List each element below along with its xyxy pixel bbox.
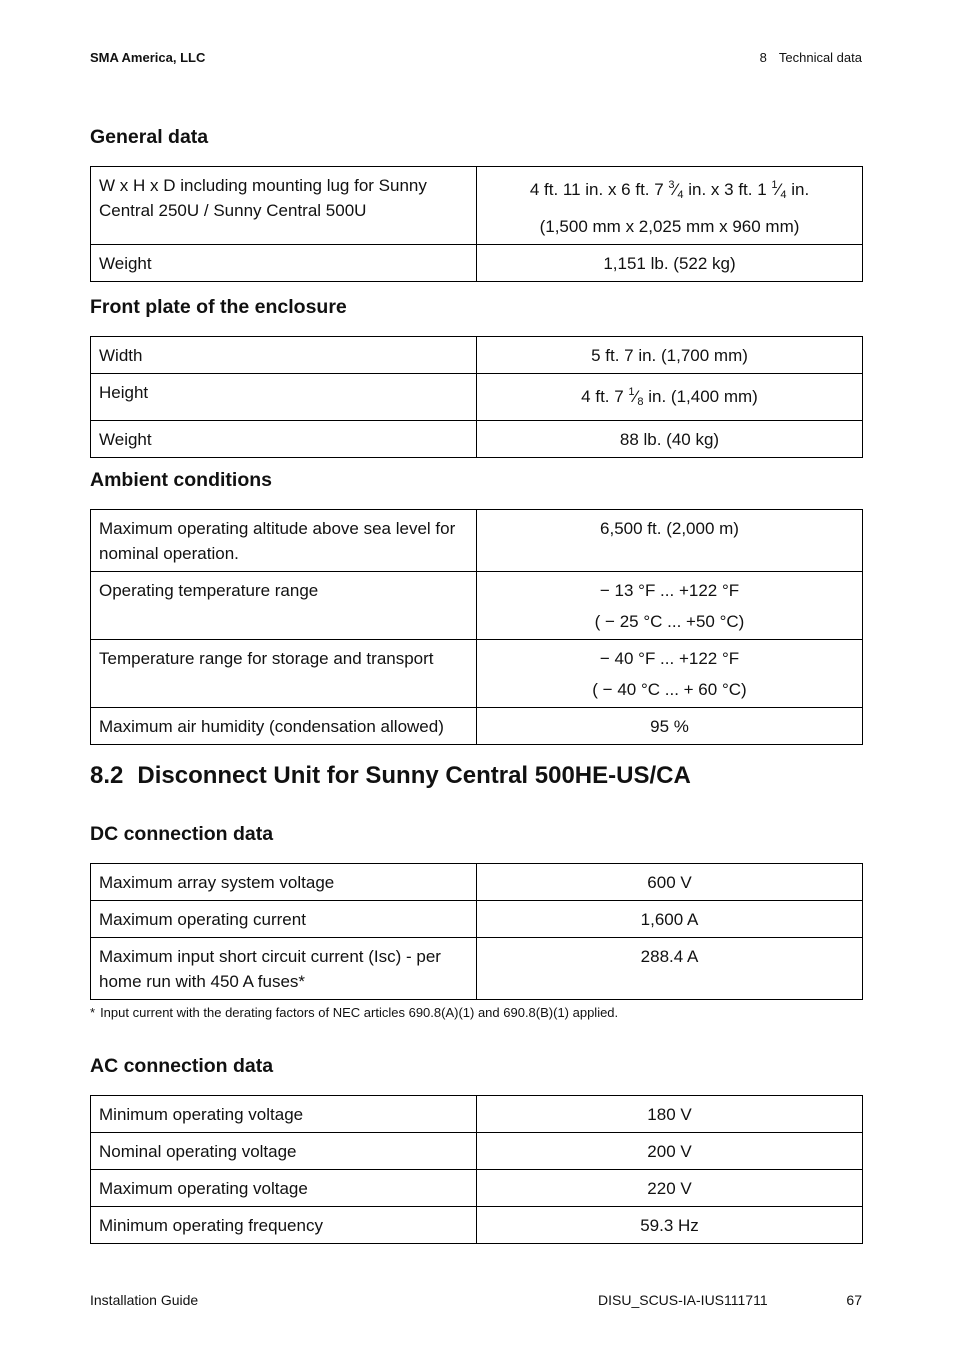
- section-number: 8.2: [90, 762, 124, 789]
- front-height-label: Height: [91, 374, 477, 421]
- dc-row-value: 288.4 A: [477, 938, 863, 1000]
- table-row: [91, 1096, 863, 1133]
- humidity-value: 95 %: [477, 708, 863, 745]
- section-heading: [90, 762, 691, 790]
- dc-footnote: [90, 1005, 618, 1020]
- op-temp-fahrenheit: − 13 °F ... +122 °F: [599, 581, 740, 600]
- front-width-value: 5 ft. 7 in. (1,700 mm): [477, 337, 863, 374]
- table-row: [91, 572, 863, 640]
- op-temp-celsius: ( − 25 °C ... +50 °C): [594, 612, 745, 631]
- storage-temp-label: Temperature range for storage and transport: [91, 640, 477, 708]
- weight-label: Weight: [91, 245, 477, 282]
- footer-page-number: 67: [846, 1292, 862, 1308]
- header-company: SMA America, LLC: [90, 50, 206, 65]
- general-data-table: [90, 166, 863, 282]
- storage-temp-fahrenheit: − 40 °F ... +122 °F: [599, 649, 740, 668]
- storage-temp-celsius: ( − 40 °C ... + 60 °C): [592, 680, 747, 699]
- header-chapter: [760, 50, 862, 65]
- ac-row-label: Minimum operating frequency: [91, 1207, 477, 1244]
- ac-row-label: Maximum operating voltage: [91, 1170, 477, 1207]
- humidity-label: Maximum air humidity (condensation allowed): [91, 708, 477, 745]
- dimensions-value: [477, 167, 863, 245]
- ac-row-label: Minimum operating voltage: [91, 1096, 477, 1133]
- ac-row-value: 59.3 Hz: [477, 1207, 863, 1244]
- dc-row-value: 1,600 A: [477, 901, 863, 938]
- dimensions-metric: (1,500 mm x 2,025 mm x 960 mm): [539, 217, 800, 236]
- front-weight-value: 88 lb. (40 kg): [477, 421, 863, 458]
- table-row: [91, 167, 863, 245]
- ambient-heading: Ambient conditions: [90, 469, 272, 491]
- table-row: [91, 510, 863, 572]
- general-data-heading: General data: [90, 126, 209, 148]
- section-title: Disconnect Unit for Sunny Central 500HE-US/CA: [137, 762, 691, 789]
- weight-value: 1,151 lb. (522 kg): [477, 245, 863, 282]
- footer-doc-type: Installation Guide: [90, 1292, 199, 1308]
- altitude-label: Maximum operating altitude above sea level for nominal operation.: [91, 510, 477, 572]
- ac-heading: AC connection data: [90, 1055, 274, 1077]
- front-height-value: 4 ft. 7 $^1⁄_8$ in. (1,400 mm): [477, 374, 863, 421]
- ac-row-value: 180 V: [477, 1096, 863, 1133]
- table-row: [91, 374, 863, 421]
- altitude-value: 6,500 ft. (2,000 m): [477, 510, 863, 572]
- op-temp-label: Operating temperature range: [91, 572, 477, 640]
- front-plate-heading: Front plate of the enclosure: [90, 296, 347, 318]
- ac-table: [90, 1095, 863, 1244]
- front-weight-label: Weight: [91, 421, 477, 458]
- dc-row-value: 600 V: [477, 864, 863, 901]
- table-row: [91, 708, 863, 745]
- footer-doc-code: DISU_SCUS-IA-IUS111711: [598, 1292, 768, 1308]
- dc-row-label: Maximum array system voltage: [91, 864, 477, 901]
- table-row: [91, 864, 863, 901]
- dc-heading: DC connection data: [90, 823, 274, 845]
- table-row: [91, 901, 863, 938]
- ambient-table: [90, 509, 863, 745]
- front-plate-table: [90, 336, 863, 458]
- table-row: [91, 938, 863, 1000]
- ac-row-value: 220 V: [477, 1170, 863, 1207]
- table-row: [91, 1170, 863, 1207]
- dimensions-imperial: 4 ft. 11 in. x 6 ft. 7 $^3⁄_4$ in. x 3 ft. 1 $^1⁄_4$ in.: [529, 179, 810, 201]
- dc-table: [90, 863, 863, 1000]
- front-width-label: Width: [91, 337, 477, 374]
- table-row: [91, 245, 863, 282]
- table-row: [91, 1207, 863, 1244]
- dc-row-label: Maximum input short circuit current (Isc) - per home run with 450 A fuses*: [91, 938, 477, 1000]
- chapter-title: Technical data: [778, 50, 862, 65]
- table-row: [91, 421, 863, 458]
- chapter-number: 8: [759, 50, 767, 65]
- table-row: [91, 1133, 863, 1170]
- table-row: [91, 337, 863, 374]
- dc-row-label: Maximum operating current: [91, 901, 477, 938]
- ac-row-label: Nominal operating voltage: [91, 1133, 477, 1170]
- dimensions-label: W x H x D including mounting lug for Sunny Central 250U / Sunny Central 500U: [91, 167, 477, 245]
- footnote-mark: *: [90, 1005, 96, 1020]
- op-temp-value: [477, 572, 863, 640]
- footnote-text: Input current with the derating factors of NEC articles 690.8(A)(1) and 690.8(B)(1) applied.: [100, 1005, 619, 1020]
- table-row: [91, 640, 863, 708]
- ac-row-value: 200 V: [477, 1133, 863, 1170]
- storage-temp-value: [477, 640, 863, 708]
